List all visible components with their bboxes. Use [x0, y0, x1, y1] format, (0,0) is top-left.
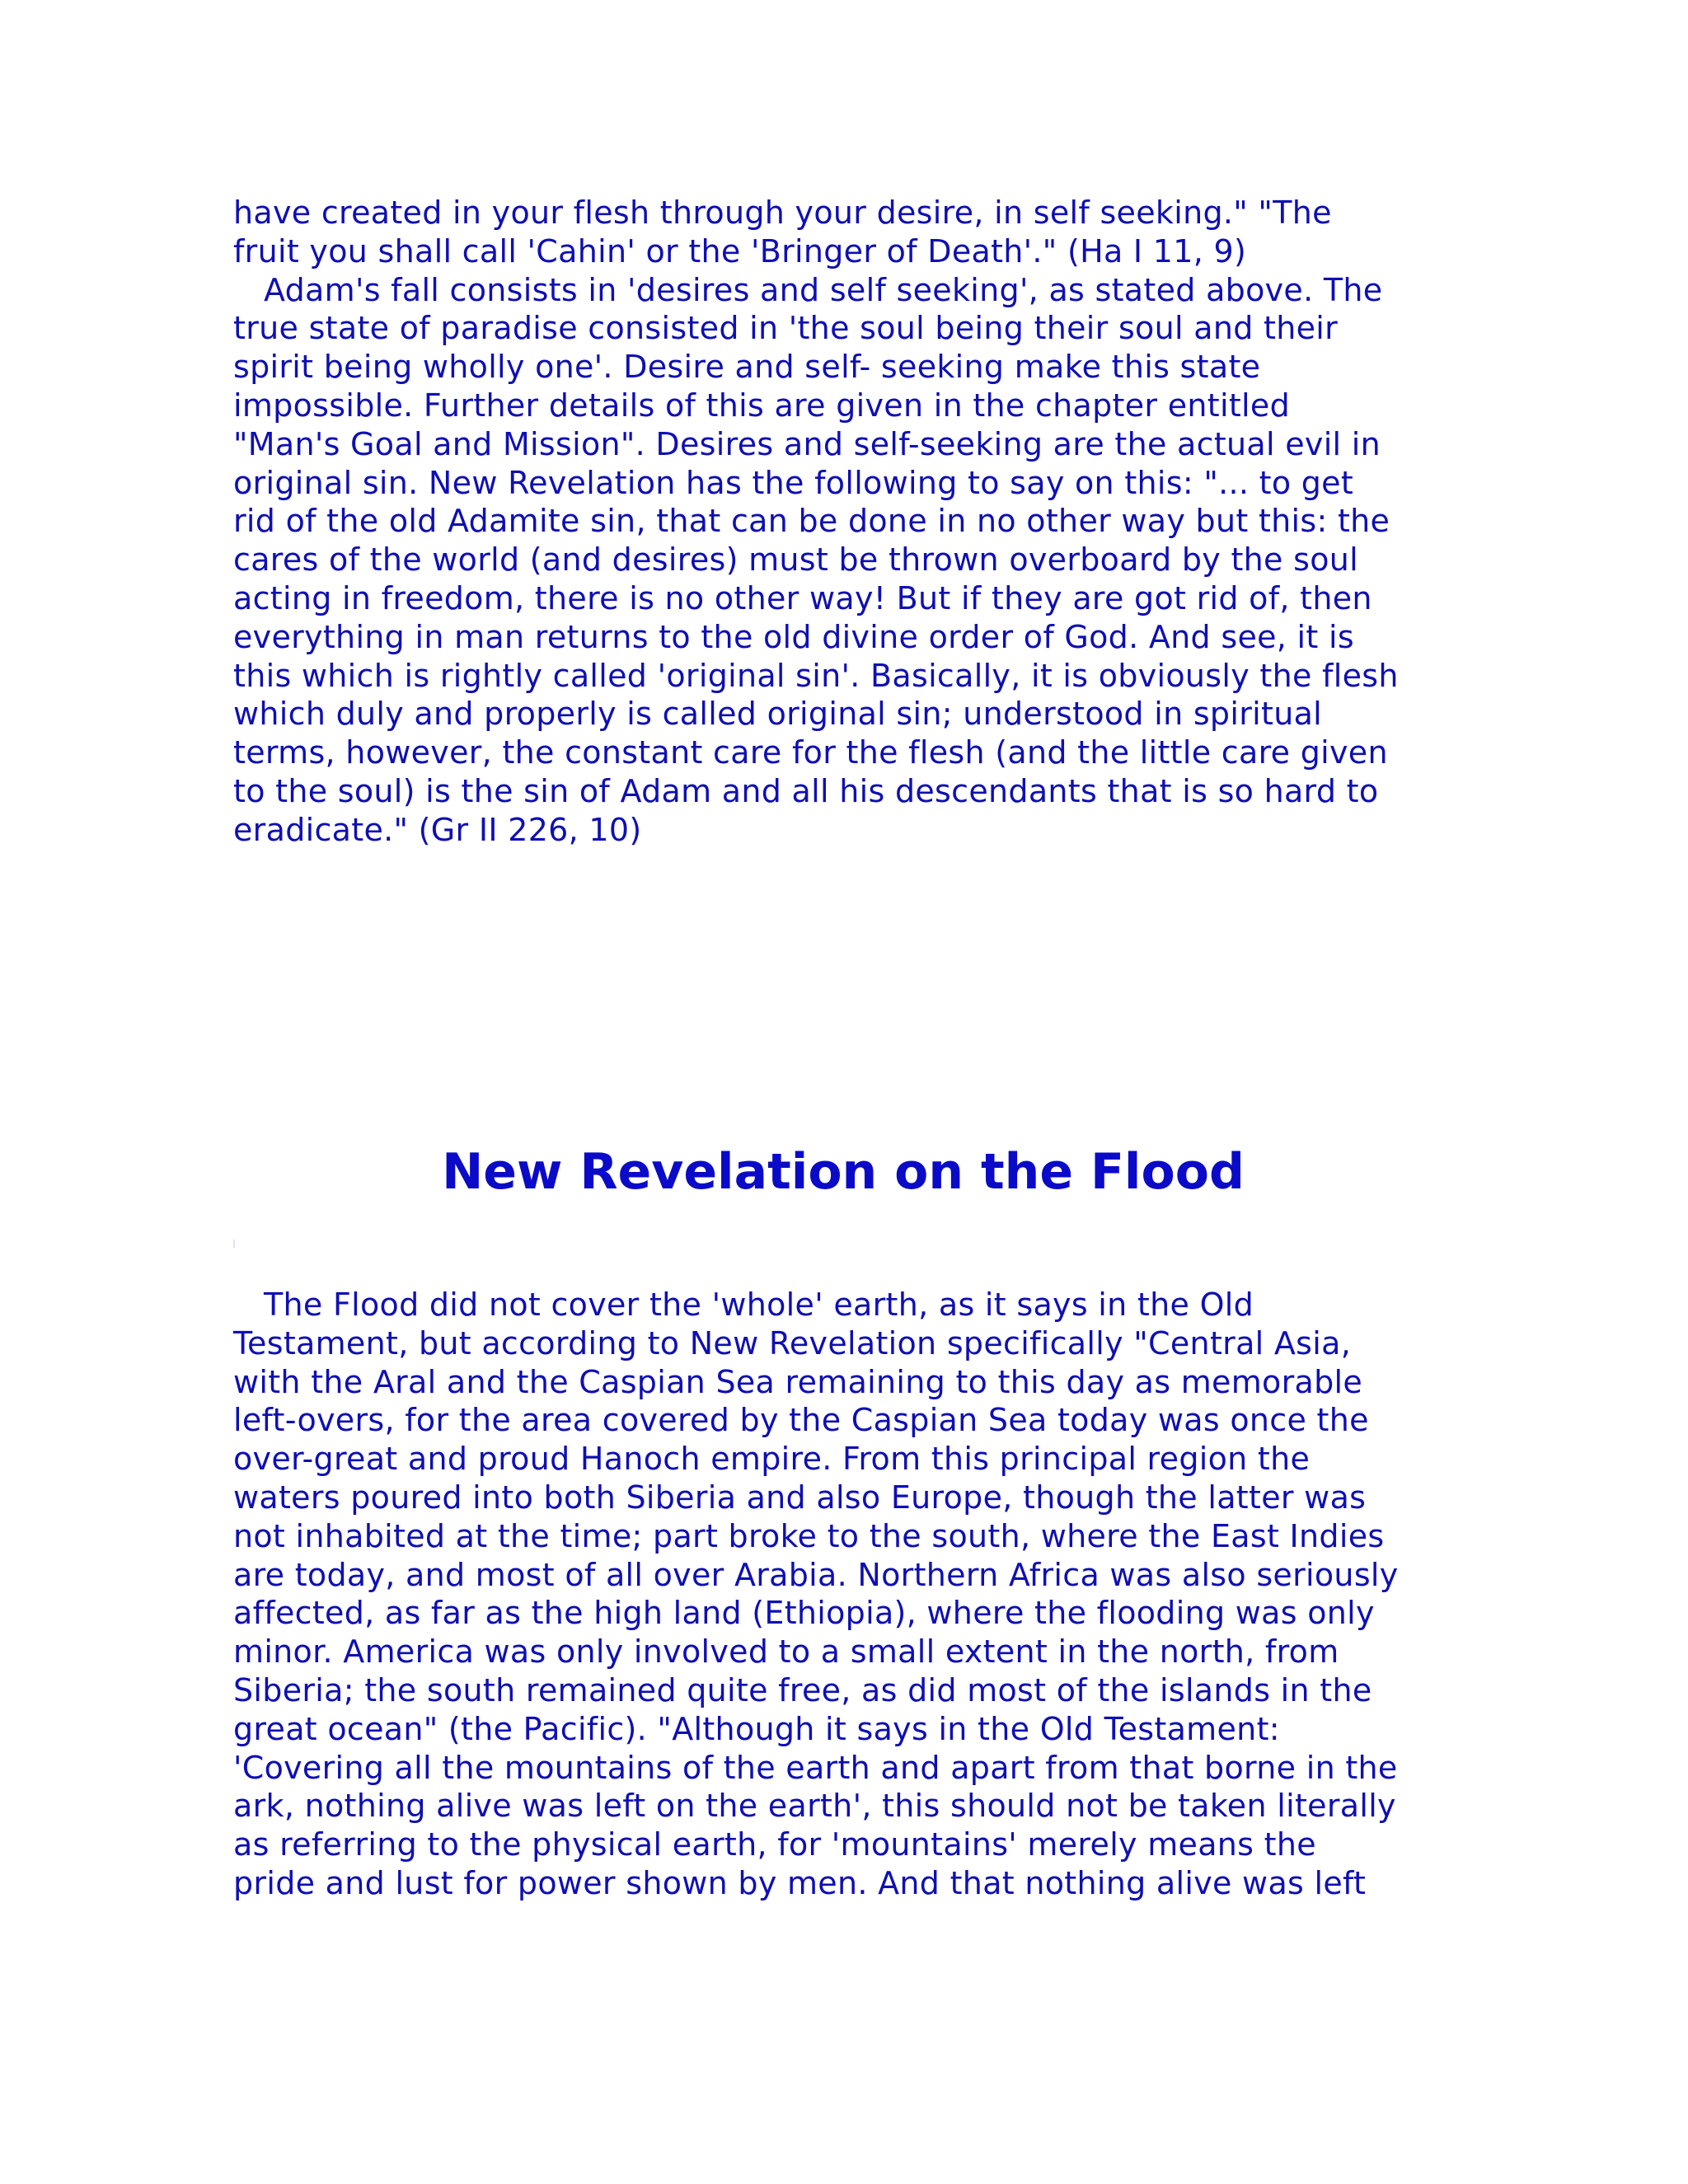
top-text-section — [233, 194, 1453, 850]
decorative-mark — [233, 1240, 235, 1248]
top-paragraph-1: have created in your flesh through your desire, in self seeking." "The fruit you shall call 'Cahin' or the 'Bringer of Death'." (Ha I 11, 9) — [233, 194, 1332, 269]
bottom-text-section — [233, 1286, 1453, 1903]
top-paragraph-2: Adam's fall consists in 'desires and self seeking', as stated above. The true state of paradise consisted in 'the soul being their soul and their spirit being wholly one'. Desire and self- seeking make this state impossible. Further details of this are given in the chapter entitled "Man's Goal and Mission". Desires and self-seeking are the actual evil in original sin. New Revelation has the following to say on this: "... to get rid of the old Adamite sin, that can be done in no other way but this: the cares of the world (and desires) must be thrown overboard by the soul acting in freedom, there is no other way! But if they are got rid of, then everything in man returns to the old divine order of God. And see, it is this which is rightly called 'original sin'. Basically, it is obviously the flesh which duly and properly is called original sin; understood in spiritual terms, however, the constant care for the flesh (and the little care given to the soul) is the sin of Adam and all his descendants that is so hard to eradicate." (Gr II 226, 10) — [233, 271, 1399, 848]
section-heading: New Revelation on the Flood — [442, 1143, 1245, 1201]
bottom-paragraph-1: The Flood did not cover the 'whole' earth, as it says in the Old Testament, but according to New Revelation specifically "Central Asia, with the Aral and the Caspian Sea remaining to this day as memorable left-overs, for the area covered by the Caspian Sea today was once the over-great and proud Hanoch empire. From this principal region the waters poured into both Siberia and also Europe, though the latter was not inhabited at the time; part broke to the south, where the East Indies are today, and most of all over Arabia. Northern Africa was also seriously affected, as far as the high land (Ethiopia), where the flooding was only minor. America was only involved to a small extent in the north, from Siberia; the south remained quite free, as did most of the islands in the great ocean" (the Pacific). "Although it says in the Old Testament: 'Covering all the mountains of the earth and apart from that borne in the ark, nothing alive was left on the earth', this should not be taken literally as referring to the physical earth, for 'mountains' merely means the pride and lust for power shown by men. And that nothing alive was left — [233, 1286, 1399, 1901]
